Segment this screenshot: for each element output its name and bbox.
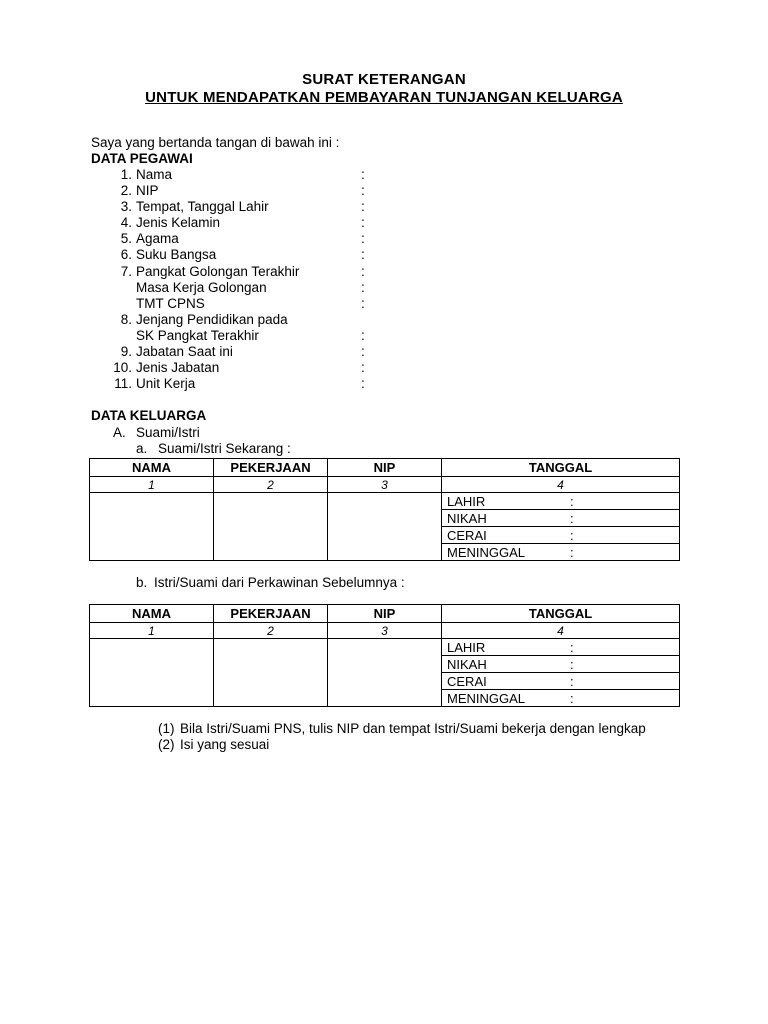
date-colon: : (570, 656, 574, 672)
column-number: 4 (442, 477, 680, 493)
column-header-nama: NAMA (90, 605, 214, 623)
item-label: Unit Kerja (136, 376, 196, 392)
list-item (0, 167, 768, 183)
list-item (0, 247, 768, 263)
pekerjaan-cell[interactable] (214, 639, 328, 707)
item-colon: : (361, 279, 365, 295)
column-header-nip: NIP (328, 459, 442, 477)
column-number: 1 (90, 477, 214, 493)
subsection-marker-a: A. (113, 425, 126, 440)
footnote-number: (2) (158, 737, 175, 752)
date-label: NIKAH (447, 656, 487, 672)
list-item (0, 280, 768, 296)
item-colon: : (361, 263, 365, 279)
item-colon: : (361, 360, 365, 376)
date-cell-meninggal[interactable] (442, 690, 680, 707)
nama-cell[interactable] (90, 639, 214, 707)
item-colon: : (361, 247, 365, 263)
date-colon: : (570, 527, 574, 543)
document-subtitle: UNTUK MENDAPATKAN PEMBAYARAN TUNJANGAN KELUARGA (145, 89, 623, 106)
footnote-text: Bila Istri/Suami PNS, tulis NIP dan tempat Istri/Suami bekerja dengan lengkap (180, 721, 646, 736)
item-colon: : (361, 231, 365, 247)
list-item (0, 328, 768, 344)
list-item (0, 215, 768, 231)
date-colon: : (570, 510, 574, 526)
footnote-number: (1) (158, 721, 175, 736)
item-number: 9. (120, 344, 132, 360)
column-header-tanggal: TANGGAL (442, 605, 680, 623)
pekerjaan-cell[interactable] (214, 493, 328, 561)
date-colon: : (570, 673, 574, 689)
list-item (0, 344, 768, 360)
item-colon: : (361, 327, 365, 343)
date-label: MENINGGAL (447, 544, 526, 560)
date-label: MENINGGAL (447, 690, 526, 706)
data-pegawai-list (0, 167, 768, 392)
sub-title-previous-spouse: Istri/Suami dari Perkawinan Sebelumnya : (154, 575, 405, 590)
table-number-row (90, 477, 680, 493)
table-row (90, 639, 680, 656)
item-number: 7. (120, 263, 132, 279)
item-colon: : (361, 183, 365, 199)
date-colon: : (570, 493, 574, 509)
subsection-title-a: Suami/Istri (136, 425, 200, 440)
date-label: NIKAH (447, 510, 487, 526)
list-item (0, 296, 768, 312)
item-label: Jenis Kelamin (136, 215, 221, 231)
item-label: Nama (136, 167, 173, 182)
nama-cell[interactable] (90, 493, 214, 561)
item-label: Tempat, Tanggal Lahir (136, 199, 269, 215)
date-label: CERAI (447, 527, 487, 543)
column-header-nip: NIP (328, 605, 442, 623)
column-header-tanggal: TANGGAL (442, 459, 680, 477)
item-label: SK Pangkat Terakhir (136, 327, 259, 343)
date-label: LAHIR (447, 493, 486, 509)
item-label: Jabatan Saat ini (136, 344, 233, 360)
item-number: 1. (120, 167, 132, 182)
column-number: 3 (328, 477, 442, 493)
date-colon: : (570, 544, 574, 560)
date-cell-meninggal[interactable] (442, 544, 680, 561)
nip-cell[interactable] (328, 639, 442, 707)
nip-cell[interactable] (328, 493, 442, 561)
current-spouse-table (89, 458, 680, 561)
item-number: 5. (120, 231, 132, 247)
item-label: Masa Kerja Golongan (136, 279, 267, 295)
item-colon: : (361, 167, 365, 182)
item-number: 11. (114, 376, 132, 392)
date-colon: : (570, 639, 574, 655)
item-colon: : (361, 344, 365, 360)
footnote-text: Isi yang sesuai (180, 737, 270, 752)
item-colon: : (361, 199, 365, 215)
date-label: CERAI (447, 673, 487, 689)
item-colon: : (361, 215, 365, 231)
item-number: 10. (113, 360, 132, 376)
date-cell-lahir[interactable] (442, 639, 680, 656)
item-label: Jenjang Pendidikan pada (136, 311, 288, 327)
document-title: SURAT KETERANGAN (302, 71, 466, 88)
list-item (0, 360, 768, 376)
column-header-nama: NAMA (90, 459, 214, 477)
item-colon: : (361, 295, 365, 311)
item-number: 6. (120, 247, 132, 263)
column-number: 2 (214, 477, 328, 493)
table-header-row (90, 605, 680, 623)
column-number: 2 (214, 623, 328, 639)
list-item (0, 183, 768, 199)
list-item (0, 264, 768, 280)
column-number: 1 (90, 623, 214, 639)
sub-marker-a: a. (136, 441, 148, 456)
section-heading-data-pegawai: DATA PEGAWAI (91, 151, 193, 166)
item-label: Jenis Jabatan (136, 360, 220, 376)
column-number: 3 (328, 623, 442, 639)
footnote-item (158, 721, 678, 737)
table-row (90, 493, 680, 510)
item-number: 4. (120, 215, 132, 231)
list-item (0, 312, 768, 328)
table-header-row (90, 459, 680, 477)
column-header-pekerjaan: PEKERJAAN (214, 459, 328, 477)
date-cell-cerai[interactable] (442, 673, 680, 690)
sub-title-current-spouse: Suami/Istri Sekarang : (158, 441, 291, 456)
date-colon: : (570, 690, 574, 706)
item-label: Pangkat Golongan Terakhir (136, 263, 300, 279)
date-label: LAHIR (447, 639, 486, 655)
list-item (0, 376, 768, 392)
list-item (0, 231, 768, 247)
date-cell-nikah[interactable] (442, 510, 680, 527)
table-number-row (90, 623, 680, 639)
item-label: Suku Bangsa (136, 247, 217, 263)
section-heading-data-keluarga: DATA KELUARGA (91, 408, 207, 423)
item-number: 8. (120, 311, 132, 327)
item-label: Agama (136, 231, 179, 247)
sub-marker-b: b. (136, 575, 148, 590)
item-number: 3. (120, 199, 132, 215)
item-colon: : (361, 376, 365, 392)
item-label: NIP (136, 183, 159, 199)
column-header-pekerjaan: PEKERJAAN (214, 605, 328, 623)
footnote-item (158, 737, 678, 753)
column-number: 4 (442, 623, 680, 639)
date-cell-nikah[interactable] (442, 656, 680, 673)
previous-spouse-table (89, 604, 680, 707)
item-number: 2. (120, 183, 132, 199)
list-item (0, 199, 768, 215)
item-label: TMT CPNS (136, 295, 205, 311)
footnotes (158, 721, 678, 753)
intro-text: Saya yang bertanda tangan di bawah ini : (91, 135, 340, 150)
date-cell-cerai[interactable] (442, 527, 680, 544)
date-cell-lahir[interactable] (442, 493, 680, 510)
